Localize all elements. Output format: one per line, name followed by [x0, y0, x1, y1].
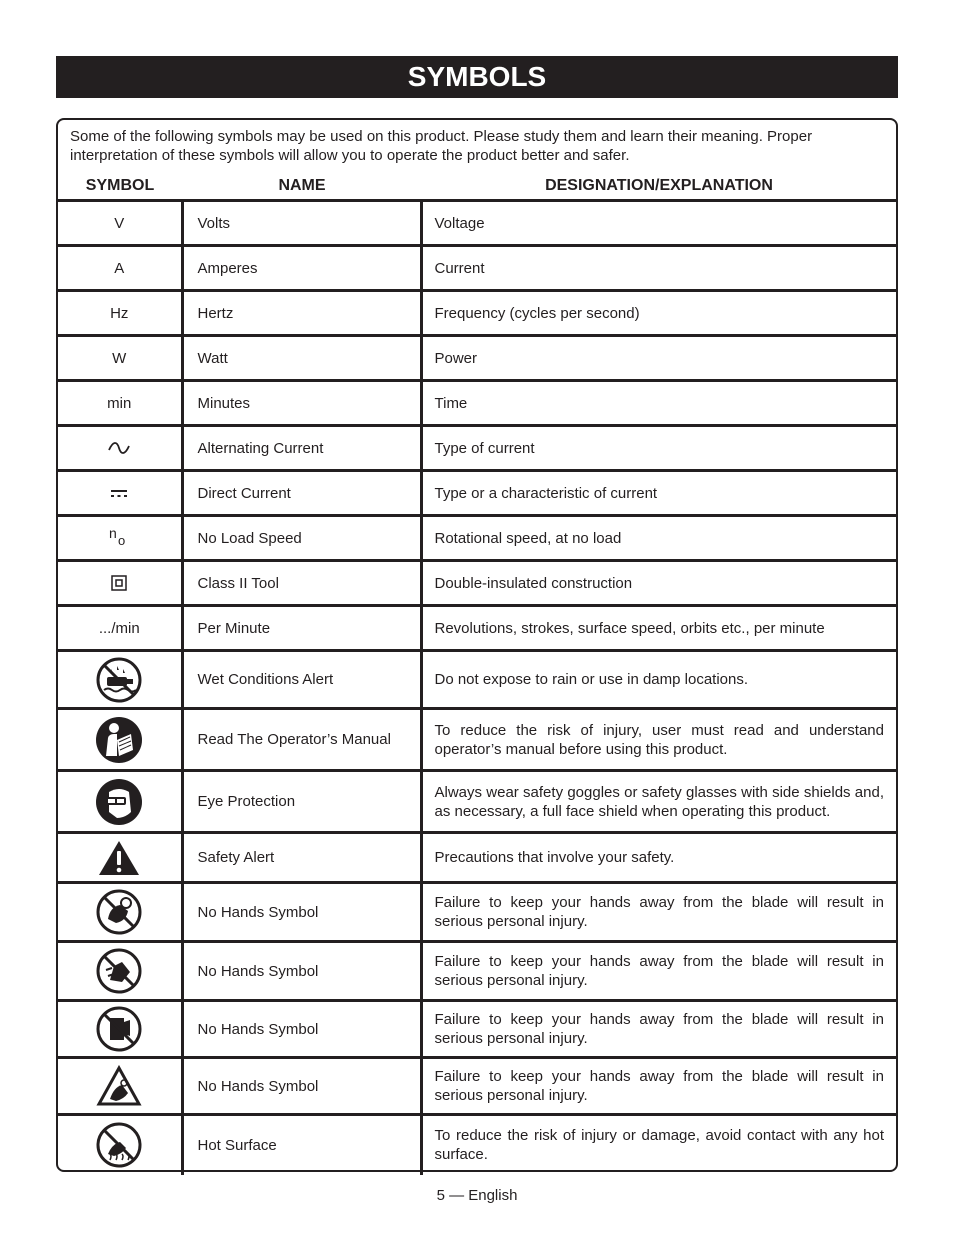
name-cell: Hot Surface — [182, 1115, 421, 1175]
table-row — [58, 942, 896, 1001]
symbols-table — [58, 199, 896, 1175]
table-row — [58, 471, 896, 516]
designation-cell: Failure to keep your hands away from the blade will result in serious personal injury. — [421, 1058, 896, 1115]
name-cell: Alternating Current — [182, 426, 421, 471]
eye-protection-icon — [58, 778, 181, 826]
symbol-cell — [58, 1115, 182, 1175]
column-header-designation: DESIGNATION/EXPLANATION — [545, 177, 773, 194]
symbol-cell — [58, 606, 182, 651]
name-cell: Hertz — [182, 291, 421, 336]
name-cell: Eye Protection — [182, 771, 421, 833]
symbol-cell — [58, 709, 182, 771]
table-row — [58, 336, 896, 381]
no-hands-icon-2 — [58, 948, 181, 994]
symbol-text: .../min — [98, 619, 140, 637]
symbol-cell — [58, 471, 182, 516]
symbol-cell — [58, 833, 182, 883]
page-footer: 5 — English — [436, 1187, 518, 1204]
symbol-cell — [58, 883, 182, 942]
name-cell: Read The Operator’s Manual — [182, 709, 421, 771]
no-hands-icon-1 — [58, 889, 181, 935]
designation-cell: Precautions that involve your safety. — [421, 833, 896, 883]
name-cell: No Hands Symbol — [182, 1001, 421, 1058]
symbol-text: W — [112, 349, 127, 367]
page-title: SYMBOLS — [56, 56, 898, 98]
table-row — [58, 516, 896, 561]
designation-cell: Failure to keep your hands away from the blade will result in serious personal injury. — [421, 1001, 896, 1058]
name-cell: Direct Current — [182, 471, 421, 516]
table-row — [58, 291, 896, 336]
designation-cell: Double-insulated construction — [421, 561, 896, 606]
safety-alert-icon — [58, 839, 181, 877]
table-row — [58, 1001, 896, 1058]
symbol-cell — [58, 561, 182, 606]
table-row — [58, 606, 896, 651]
designation-cell: Type of current — [421, 426, 896, 471]
table-row — [58, 651, 896, 709]
designation-cell: To reduce the risk of injury or damage, avoid contact with any hot surface. — [421, 1115, 896, 1175]
designation-cell: Power — [421, 336, 896, 381]
symbol-cell — [58, 381, 182, 426]
designation-cell: Current — [421, 246, 896, 291]
designation-cell: To reduce the risk of injury, user must read and understand operator’s manual before using this product. — [421, 709, 896, 771]
designation-cell: Time — [421, 381, 896, 426]
name-cell: Amperes — [182, 246, 421, 291]
symbol-cell — [58, 651, 182, 709]
symbol-text: V — [114, 214, 125, 232]
wet-conditions-alert-icon — [58, 657, 181, 703]
name-cell: Minutes — [182, 381, 421, 426]
name-cell: No Load Speed — [182, 516, 421, 561]
symbol-cell — [58, 516, 182, 561]
symbol-cell — [58, 291, 182, 336]
table-row — [58, 883, 896, 942]
alternating-current-icon — [58, 441, 181, 455]
designation-cell: Always wear safety goggles or safety glasses with side shields and, as necessary, a full face shield when operating this product. — [421, 771, 896, 833]
symbol-cell — [58, 942, 182, 1001]
designation-cell: Type or a characteristic of current — [421, 471, 896, 516]
designation-cell: Revolutions, strokes, surface speed, orbits etc., per minute — [421, 606, 896, 651]
name-cell: Class II Tool — [182, 561, 421, 606]
symbol-cell — [58, 246, 182, 291]
name-cell: No Hands Symbol — [182, 1058, 421, 1115]
table-row — [58, 771, 896, 833]
hot-surface-icon — [58, 1122, 181, 1168]
name-cell: Per Minute — [182, 606, 421, 651]
designation-cell: Frequency (cycles per second) — [421, 291, 896, 336]
table-row — [58, 1058, 896, 1115]
no-load-speed-icon — [58, 527, 181, 549]
name-cell: Volts — [182, 201, 421, 246]
table-row — [58, 426, 896, 471]
name-cell: Wet Conditions Alert — [182, 651, 421, 709]
no-hands-icon-3 — [58, 1006, 181, 1052]
name-cell: No Hands Symbol — [182, 942, 421, 1001]
designation-cell: Voltage — [421, 201, 896, 246]
designation-cell: Failure to keep your hands away from the blade will result in serious personal injury. — [421, 942, 896, 1001]
intro-text: Some of the following symbols may be used on this product. Please study them and learn their meaning. Proper interpretation of these symbols will allow you to operate the product better and safer. — [70, 128, 813, 164]
designation-cell: Do not expose to rain or use in damp locations. — [421, 651, 896, 709]
svg-text:o: o — [118, 533, 126, 548]
no-hands-icon-4 — [58, 1065, 181, 1107]
table-row — [58, 1115, 896, 1175]
name-cell: No Hands Symbol — [182, 883, 421, 942]
column-header-name: NAME — [278, 177, 326, 194]
symbols-panel — [56, 118, 898, 1172]
table-row — [58, 833, 896, 883]
symbol-cell — [58, 336, 182, 381]
designation-cell: Failure to keep your hands away from the blade will result in serious personal injury. — [421, 883, 896, 942]
svg-text:n: n — [109, 527, 118, 541]
direct-current-icon — [58, 488, 181, 498]
table-row — [58, 246, 896, 291]
read-manual-icon — [58, 716, 181, 764]
class-ii-tool-icon — [58, 575, 181, 591]
designation-cell: Rotational speed, at no load — [421, 516, 896, 561]
symbol-text: A — [114, 259, 125, 277]
name-cell: Watt — [182, 336, 421, 381]
name-cell: Safety Alert — [182, 833, 421, 883]
table-row — [58, 381, 896, 426]
symbol-text: min — [107, 394, 132, 412]
symbol-cell — [58, 426, 182, 471]
table-row — [58, 201, 896, 246]
table-row — [58, 709, 896, 771]
column-header-symbol: SYMBOL — [85, 177, 155, 194]
symbol-cell — [58, 771, 182, 833]
symbol-text: Hz — [110, 304, 129, 322]
symbol-cell — [58, 1058, 182, 1115]
symbol-cell — [58, 201, 182, 246]
table-row — [58, 561, 896, 606]
symbol-cell — [58, 1001, 182, 1058]
